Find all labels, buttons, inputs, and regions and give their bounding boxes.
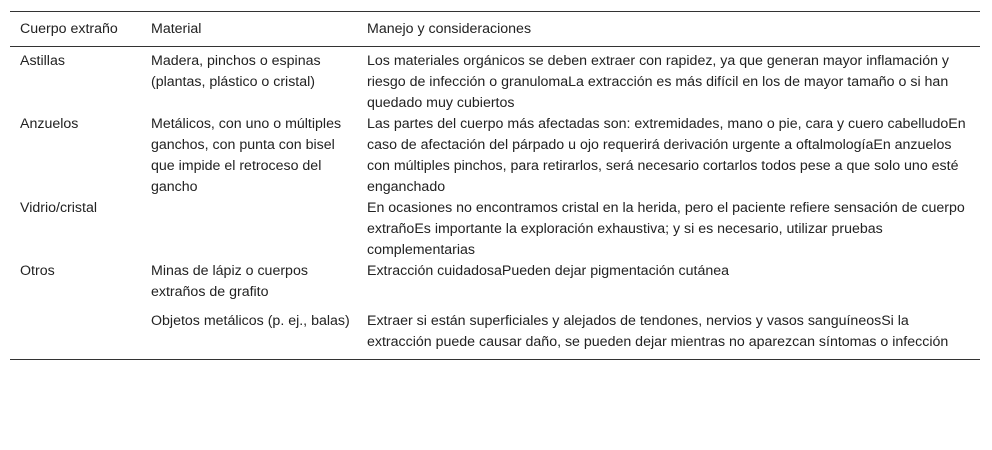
cell-foreign-body: Astillas [20, 53, 65, 69]
cell-material: Minas de lápiz o cuerpos extraños de grafito [151, 263, 308, 300]
header-handling: Manejo y consideraciones [367, 21, 532, 37]
table-body [10, 47, 980, 360]
cell-handling: Los materiales orgánicos se deben extraer con rapidez, ya que generan mayor inflamación y riesgo de infección o granulomaLa extracción es más difícil en los de mayor tamaño o si han quedado muy cubiertos [367, 53, 950, 111]
cell-handling: En ocasiones no encontramos cristal en la herida, pero el paciente refiere sensación de cuerpo extrañoEs importante la exploración exhaustiva; y si es necesario, utilizar pruebas complementarias [367, 200, 965, 258]
cell-foreign-body: Vidrio/cristal [20, 200, 98, 216]
cell-foreign-body: Otros [20, 263, 55, 279]
table-row [10, 47, 980, 115]
table-container [10, 11, 980, 360]
table-row [10, 114, 980, 198]
header-row [10, 12, 980, 47]
cell-handling: Extraer si están superficiales y alejados de tendones, nervios y vasos sanguíneosSi la extracción puede causar daño, se pueden dejar mientras no aparezcan síntomas o infección [367, 313, 949, 350]
header-material: Material [151, 21, 202, 37]
cell-handling: Las partes del cuerpo más afectadas son: extremidades, mano o pie, cara y cuero cabelludoEn caso de afectación del párpado u ojo requerirá derivación urgente a oftalmologíaEn anzuelos con múltiples pinchos, para retirarlos, será necesario cortarlos todos pese a que solo uno esté enganchado [367, 116, 966, 195]
cell-material: Objetos metálicos (p. ej., balas) [151, 313, 350, 329]
cell-material: Madera, pinchos o espinas (plantas, plástico o cristal) [151, 53, 321, 90]
foreign-body-table [10, 11, 980, 360]
cell-foreign-body [10, 303, 151, 360]
header-foreign-body: Cuerpo extraño [20, 21, 118, 37]
table-row [10, 303, 980, 360]
table-header [10, 12, 980, 47]
cell-material: Metálicos, con uno o múltiples ganchos, con punta con bisel que impide el retroceso del gancho [151, 116, 342, 195]
cell-handling: Extracción cuidadosaPueden dejar pigmentación cutánea [367, 263, 730, 279]
table-row [10, 198, 980, 261]
cell-material [151, 198, 367, 261]
cell-foreign-body: Anzuelos [20, 116, 79, 132]
table-row [10, 261, 980, 303]
